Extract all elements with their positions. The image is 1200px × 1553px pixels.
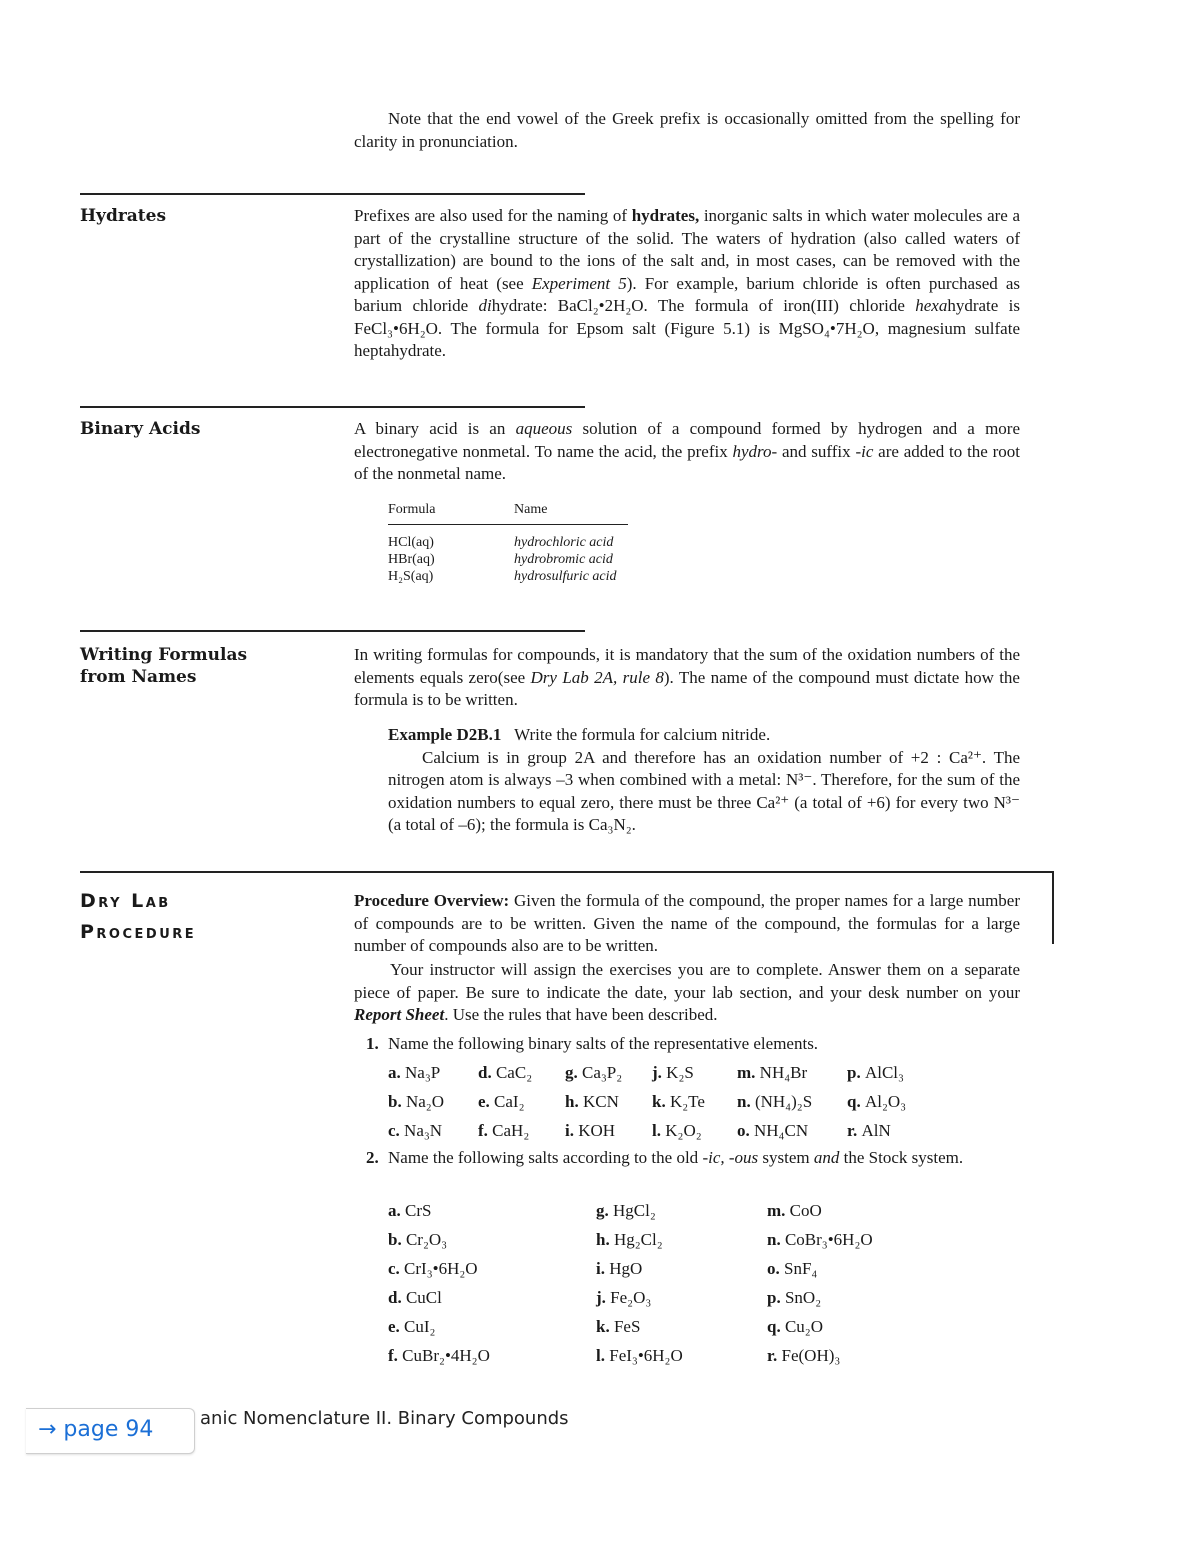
item-formula: Na₃N xyxy=(404,1121,443,1140)
item-letter: q. xyxy=(847,1092,865,1111)
emphasis-hexa: hexa xyxy=(915,296,948,315)
item-letter: i. xyxy=(596,1259,610,1278)
q1-item xyxy=(847,1120,891,1142)
report-sheet-term: Report Sheet xyxy=(354,1005,445,1024)
emphasis-ic: -ic xyxy=(855,441,874,461)
q1-item xyxy=(478,1091,525,1113)
q2-item xyxy=(596,1258,642,1280)
item-formula: CuI₂ xyxy=(404,1317,436,1336)
item-letter: e. xyxy=(388,1317,405,1336)
item-letter: i. xyxy=(565,1121,579,1140)
item-letter: n. xyxy=(767,1230,785,1249)
q2-item xyxy=(767,1345,840,1367)
item-letter: p. xyxy=(767,1288,785,1307)
item-formula: Na₂O xyxy=(405,1092,444,1111)
q2-item xyxy=(767,1258,817,1280)
q1-item xyxy=(652,1120,702,1142)
q1-item xyxy=(847,1062,904,1084)
overview-label: Procedure Overview: xyxy=(354,891,510,910)
item-letter: a. xyxy=(388,1063,405,1082)
text-run: Name the following salts according to the old xyxy=(388,1148,703,1167)
heading-line: Procedure xyxy=(80,921,197,943)
text-run: A binary acid is an xyxy=(354,419,516,438)
item-letter: j. xyxy=(652,1063,667,1082)
item-letter: l. xyxy=(596,1346,610,1365)
text-run: Your instructor will assign the exercises you are to complete. Answer them on a separate piece of paper. Be sure to indicate the date, your lab section, and your desk number on your xyxy=(354,960,1020,1002)
example-label: Example D2B.1 xyxy=(388,725,502,744)
question-number: 2. xyxy=(366,1148,379,1167)
q1-item xyxy=(847,1091,906,1113)
table-cell-name: hydrochloric acid xyxy=(514,535,614,550)
text-run: ). For example, barium chloride is often purchased as barium chloride xyxy=(354,273,1020,315)
text-run: Prefixes are also used for the naming of xyxy=(354,206,632,225)
running-footer-title: anic Nomenclature II. Binary Compounds xyxy=(200,1408,569,1429)
item-letter: h. xyxy=(596,1230,614,1249)
text-run: . Use the rules that have been described. xyxy=(444,1005,718,1024)
table-header-formula: Formula xyxy=(388,502,436,517)
q1-item xyxy=(565,1062,622,1084)
q1-item xyxy=(388,1120,442,1142)
text-run: In writing formulas for compounds, it is mandatory that the sum of the oxidation numbers of the elements equals zero(see xyxy=(354,645,1020,687)
item-formula: CaI₂ xyxy=(494,1092,525,1111)
q2-item xyxy=(596,1287,651,1309)
item-formula: Hg₂Cl₂ xyxy=(613,1230,663,1249)
procedure-overview xyxy=(354,890,1020,958)
item-formula: Cu₂O xyxy=(784,1317,824,1336)
emphasis-ic-ous: -ic, -ous xyxy=(702,1148,759,1167)
item-letter: p. xyxy=(847,1063,865,1082)
item-formula: K₂Te xyxy=(669,1092,705,1111)
section-divider xyxy=(80,406,585,408)
item-formula: SnF₄ xyxy=(784,1259,818,1278)
item-letter: o. xyxy=(737,1121,754,1140)
q1-item xyxy=(737,1091,812,1113)
item-formula: NH₄CN xyxy=(754,1121,809,1140)
item-letter: k. xyxy=(652,1092,670,1111)
item-formula: (NH₄)₂S xyxy=(754,1092,813,1111)
example-prompt: Write the formula for calcium nitride. xyxy=(514,725,771,744)
emphasis-hydro: hydro- xyxy=(732,441,778,461)
example-body: Calcium is in group 2A and therefore has an oxidation number of +2 : Ca²⁺. The nitrogen atom is always –3 when combined with a metal: N³⁻. Therefore, for the sum of the oxidation numbers to equal zero, there must be three Ca²⁺ (a total of +6) for every two N³⁻ (a total of –6); the formula is Ca₃N₂. xyxy=(388,747,1020,834)
text-run: are added to the root of the nonmetal name. xyxy=(354,441,1020,483)
page-link-tab[interactable] xyxy=(26,1408,195,1454)
text-run: solution of a compound formed by hydrogen and a more electronegative nonmetal. To name the acid, the prefix xyxy=(354,419,1020,461)
writing-formulas-paragraph xyxy=(354,644,1020,712)
section-divider xyxy=(80,630,585,632)
item-letter: f. xyxy=(478,1121,493,1140)
item-formula: CoBr₃•6H₂O xyxy=(784,1230,873,1249)
binary-acids-paragraph xyxy=(354,418,1020,486)
item-formula: KOH xyxy=(578,1121,616,1140)
item-formula: SnO₂ xyxy=(784,1288,822,1307)
binary-acids-heading: Binary Acids xyxy=(80,419,201,439)
heading-line: from Names xyxy=(80,667,197,687)
item-formula: KCN xyxy=(582,1092,619,1111)
q2-item xyxy=(388,1258,478,1280)
item-letter: d. xyxy=(478,1063,496,1082)
item-letter: b. xyxy=(388,1230,406,1249)
emphasis-di: di xyxy=(478,296,492,315)
table-cell-name: hydrobromic acid xyxy=(514,552,613,567)
q1-item xyxy=(737,1120,808,1142)
item-letter: m. xyxy=(767,1201,790,1220)
item-formula: Na₃P xyxy=(405,1063,441,1082)
q1-item xyxy=(652,1091,705,1113)
table-cell-formula: H₂S(aq) xyxy=(388,569,434,584)
item-letter: k. xyxy=(596,1317,614,1336)
experiment-reference: Experiment 5 xyxy=(531,273,627,293)
heading-line: Dry Lab xyxy=(80,890,171,912)
q2-item xyxy=(596,1229,663,1251)
item-letter: l. xyxy=(652,1121,666,1140)
item-formula: K₂O₂ xyxy=(665,1121,702,1140)
item-formula: CuBr₂•4H₂O xyxy=(402,1346,490,1365)
question-number: 1. xyxy=(366,1034,379,1053)
item-letter: h. xyxy=(565,1092,583,1111)
item-formula: Ca₃P₂ xyxy=(582,1063,623,1082)
text-run: system xyxy=(758,1148,814,1167)
item-letter: r. xyxy=(847,1121,862,1140)
question-text: Name the following binary salts of the representative elements. xyxy=(388,1034,819,1053)
q2-item xyxy=(767,1229,873,1251)
item-formula: Al₂O₃ xyxy=(864,1092,907,1111)
dry-lab-reference: Dry Lab 2A, rule 8 xyxy=(530,667,664,687)
q2-item xyxy=(388,1345,490,1367)
table-cell-formula: HBr(aq) xyxy=(388,552,435,567)
intro-note: Note that the end vowel of the Greek prefix is occasionally omitted from the spelling for clarity in pronunciation. xyxy=(354,109,1020,151)
item-letter: j. xyxy=(596,1288,611,1307)
text-run: Given the formula of the compound, the proper names for a large number of compounds are to be written. Given the name of the compound, the formulas for a large number of compounds also are to be written. xyxy=(354,891,1020,955)
emphasis-aqueous: aqueous xyxy=(515,419,573,438)
text-run: ). The name of the compound must dictate how the formula is to be written. xyxy=(354,667,1020,709)
item-letter: r. xyxy=(767,1346,782,1365)
writing-formulas-heading xyxy=(80,644,247,688)
item-letter: b. xyxy=(388,1092,406,1111)
item-formula: AlCl₃ xyxy=(864,1063,904,1082)
item-formula: CrI₃•6H₂O xyxy=(404,1259,478,1278)
item-letter: g. xyxy=(596,1201,613,1220)
q1-item xyxy=(565,1091,619,1113)
text-run: inorganic salts in which water molecules are a part of the crystalline structure of the solid. The waters of hydration (also called waters of crystallization) are bound to the ions of the salt and, in most cases, can be removed with the application of heat (see xyxy=(354,206,1021,293)
q2-item xyxy=(767,1316,823,1338)
page-link[interactable]: → page 94 xyxy=(38,1417,154,1442)
item-formula: FeS xyxy=(613,1317,641,1336)
q2-item xyxy=(767,1200,822,1222)
q2-item xyxy=(388,1200,431,1222)
hydrates-paragraph xyxy=(354,205,1020,363)
item-letter: g. xyxy=(565,1063,582,1082)
item-letter: q. xyxy=(767,1317,785,1336)
item-formula: Fe(OH)₃ xyxy=(781,1346,841,1365)
table-cell-name: hydrosulfuric acid xyxy=(514,569,617,584)
q1-item xyxy=(388,1091,444,1113)
item-letter: a. xyxy=(388,1201,405,1220)
item-letter: o. xyxy=(767,1259,784,1278)
dry-lab-side-rule xyxy=(1052,871,1054,944)
q2-item xyxy=(596,1200,656,1222)
item-letter: f. xyxy=(388,1346,403,1365)
section-divider xyxy=(80,193,585,195)
q1-item xyxy=(478,1062,532,1084)
item-formula: AlN xyxy=(861,1121,891,1140)
item-formula: Fe₂O₃ xyxy=(610,1288,652,1307)
example-block xyxy=(388,724,1020,837)
q2-item xyxy=(767,1287,821,1309)
dry-lab-heading xyxy=(80,886,196,948)
q1-item xyxy=(565,1120,615,1142)
item-letter: c. xyxy=(388,1121,405,1140)
item-formula: HgO xyxy=(609,1259,643,1278)
item-formula: CrS xyxy=(405,1201,432,1220)
item-letter: d. xyxy=(388,1288,406,1307)
item-formula: CoO xyxy=(789,1201,822,1220)
q2-item xyxy=(596,1316,640,1338)
q2-item xyxy=(388,1287,442,1309)
item-letter: n. xyxy=(737,1092,755,1111)
q2-item xyxy=(596,1345,683,1367)
item-formula: CaH₂ xyxy=(492,1121,530,1140)
item-formula: NH₄Br xyxy=(759,1063,808,1082)
item-formula: HgCl₂ xyxy=(613,1201,656,1220)
q1-item xyxy=(737,1062,807,1084)
q1-item xyxy=(652,1062,694,1084)
item-formula: CuCl xyxy=(405,1288,442,1307)
q1-item xyxy=(478,1120,529,1142)
term-hydrates: hydrates, xyxy=(631,206,700,225)
item-formula: K₂S xyxy=(666,1063,694,1082)
item-letter: m. xyxy=(737,1063,760,1082)
item-formula: CaC₂ xyxy=(495,1063,533,1082)
hydrates-heading: Hydrates xyxy=(80,206,167,226)
instructions-paragraph xyxy=(354,959,1020,1027)
dry-lab-top-rule xyxy=(80,871,1054,873)
q1-item xyxy=(388,1062,440,1084)
text-run: hydrate: BaCl₂•2H₂O. The formula of iron(III) chloride xyxy=(491,296,916,315)
item-formula: Cr₂O₃ xyxy=(405,1230,448,1249)
text-run: and suffix xyxy=(777,441,856,461)
item-formula: FeI₃•6H₂O xyxy=(609,1346,683,1365)
q2-item xyxy=(388,1229,447,1251)
question-text xyxy=(388,1147,1020,1170)
table-header-rule xyxy=(388,524,628,525)
table-cell-formula: HCl(aq) xyxy=(388,535,434,550)
table-header-name: Name xyxy=(514,502,548,517)
example-title xyxy=(388,724,1020,747)
text-run: the Stock system. xyxy=(839,1148,964,1167)
emphasis-and: and xyxy=(813,1148,840,1167)
item-letter: c. xyxy=(388,1259,405,1278)
item-letter: e. xyxy=(478,1092,495,1111)
text-run: hydrate is FeCl₃•6H₂O. The formula for Epsom salt (Figure 5.1) is MgSO₄•7H₂O, magnesium sulfate heptahydrate. xyxy=(354,296,1020,360)
heading-line: Writing Formulas xyxy=(80,645,248,665)
q2-item xyxy=(388,1316,435,1338)
